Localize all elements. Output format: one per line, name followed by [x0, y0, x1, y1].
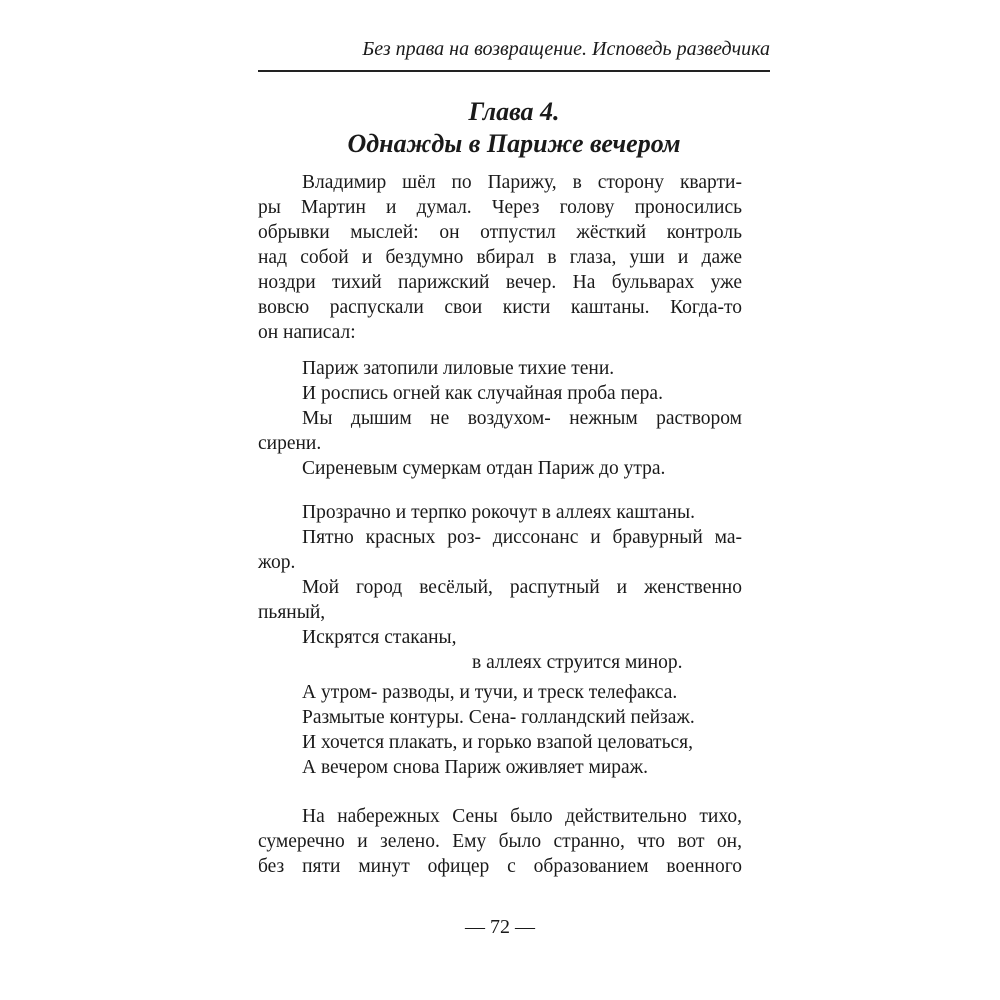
- poem-line: Сиреневым сумеркам отдан Париж до утра.: [302, 458, 666, 479]
- text-line: вовсю распускали свои кисти каштаны. Когда-то: [258, 297, 742, 318]
- text-line: ры Мартин и думал. Через голову проносились: [258, 197, 742, 218]
- poem-line: И роспись огней как случайная проба пера.: [302, 383, 663, 404]
- poem-line: Мой город весёлый, распутный и женственно: [302, 577, 742, 598]
- chapter-title: [258, 96, 770, 160]
- text-line: над собой и бездумно вбирал в глаза, уши и даже: [258, 247, 742, 268]
- poem-line: Париж затопили лиловые тихие тени.: [302, 358, 615, 379]
- chapter-number: Глава 4.: [468, 97, 560, 126]
- poem-stanza-1: [258, 356, 742, 481]
- chapter-name: Однажды в Париже вечером: [347, 129, 681, 158]
- text-line: сумеречно и зелено. Ему было странно, что вот он,: [258, 831, 742, 852]
- header-rule: [258, 70, 770, 72]
- running-header: Без права на возвращение. Исповедь разведчика: [362, 38, 770, 60]
- poem-line: Мы дышим не воздухом- нежным раствором: [302, 408, 742, 429]
- poem-line: Искрятся стаканы,: [302, 627, 457, 648]
- poem-line: Пятно красных роз- диссонанс и бравурный ма-: [302, 527, 742, 548]
- page-number: — 72 —: [465, 916, 535, 938]
- poem-line: Прозрачно и терпко рокочут в аллеях каштаны.: [302, 502, 696, 523]
- poem-line: сирени.: [258, 433, 322, 454]
- poem-stanza-3: [258, 680, 742, 780]
- text-line: Владимир шёл по Парижу, в сторону кварти-: [302, 172, 742, 193]
- text-line: обрывки мыслей: он отпустил жёсткий контроль: [258, 222, 742, 243]
- poem-line: пьяный,: [258, 602, 326, 623]
- poem-line: жор.: [258, 552, 296, 573]
- poem-line: Размытые контуры. Сена- голландский пейзаж.: [302, 707, 695, 728]
- text-line: он написал:: [258, 322, 356, 343]
- poem-line: А утром- разводы, и тучи, и треск телефакса.: [302, 682, 678, 703]
- text-line: без пяти минут офицер с образованием военного: [258, 856, 742, 877]
- poem-line: И хочется плакать, и горько взапой целоваться,: [302, 732, 693, 753]
- paragraph-1: [258, 170, 742, 345]
- poem-line: А вечером снова Париж оживляет мираж.: [302, 757, 649, 778]
- text-line: ноздри тихий парижский вечер. На бульварах уже: [258, 272, 742, 293]
- text-line: На набережных Сены было действительно тихо,: [302, 806, 742, 827]
- poem-stanza-2: [258, 500, 742, 675]
- paragraph-2: [258, 804, 742, 879]
- poem-line: в аллеях струится минор.: [472, 652, 683, 673]
